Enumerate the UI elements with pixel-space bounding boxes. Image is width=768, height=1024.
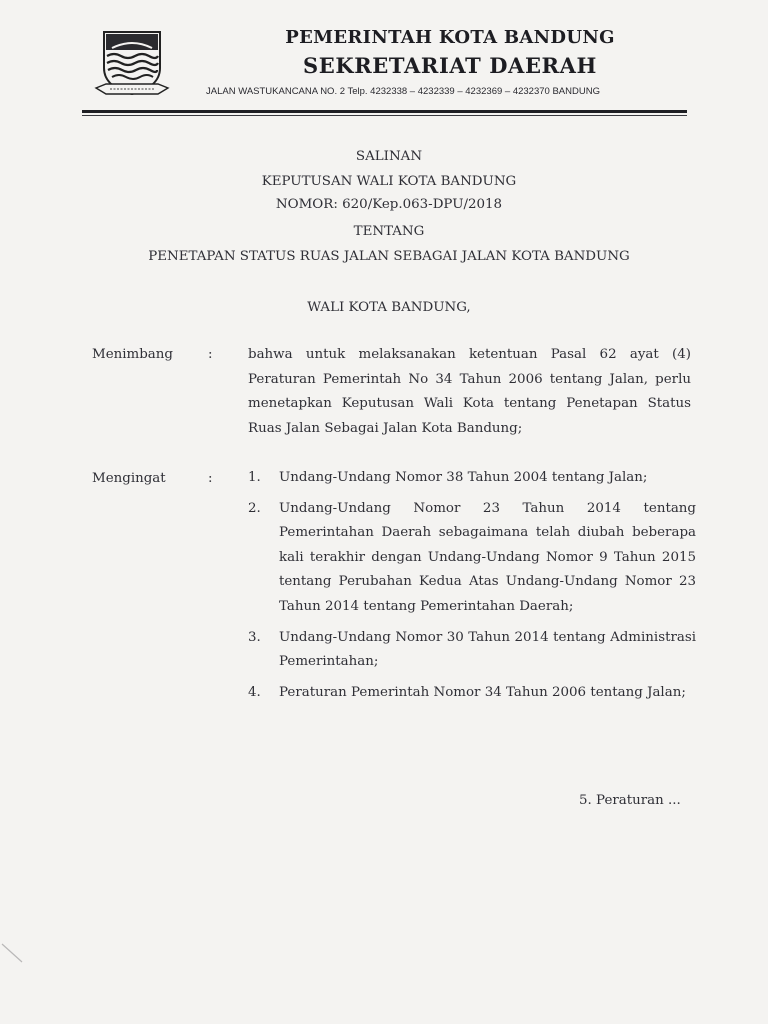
- list-item-number: 3.: [248, 629, 261, 645]
- menimbang-text: bahwa untuk melaksanakan ketentuan Pasal 62 ayat (4) Peraturan Pemerintah No 34 Tahun 2006 tentang Jalan, perlu menetapkan Keputusan Wali Kota tentang Penetapan Status Ruas Jalan Sebagai Jalan Kota Bandung;: [248, 347, 691, 436]
- letterhead-divider-thin: [82, 115, 687, 116]
- list-item-text: Undang-Undang Nomor 38 Tahun 2004 tentang Jalan;: [279, 470, 648, 485]
- list-item: [248, 626, 696, 675]
- mengingat-list: [248, 466, 696, 711]
- list-item: [248, 497, 696, 620]
- list-item-number: 2.: [248, 500, 261, 516]
- letterhead-title-government: PEMERINTAH KOTA BANDUNG: [285, 27, 615, 48]
- letterhead-divider-thick: [82, 110, 687, 113]
- letterhead-title-secretariat: SEKRETARIAT DAERAH: [303, 53, 597, 78]
- decree-subject: PENETAPAN STATUS RUAS JALAN SEBAGAI JALAN KOTA BANDUNG: [148, 249, 630, 264]
- decree-title: KEPUTUSAN WALI KOTA BANDUNG: [261, 174, 517, 189]
- mengingat-label: Mengingat: [92, 471, 166, 486]
- decree-number: NOMOR: 620/Kep.063-DPU/2018: [275, 197, 503, 212]
- mengingat-colon: :: [208, 471, 213, 486]
- scan-artifact-icon: [0, 940, 28, 970]
- list-item-number: 4.: [248, 684, 261, 700]
- copy-label: SALINAN: [355, 149, 423, 164]
- list-item-text: Peraturan Pemerintah Nomor 34 Tahun 2006 tentang Jalan;: [279, 684, 686, 700]
- letterhead-address: JALAN WASTUKANCANA NO. 2 Telp. 4232338 – 4232339 – 4232369 – 4232370 BANDUNG: [206, 86, 600, 97]
- about-label: TENTANG: [353, 224, 425, 239]
- bandung-coat-of-arms-icon: [92, 28, 172, 100]
- menimbang-label: Menimbang: [92, 347, 173, 362]
- list-item-number: 1.: [248, 470, 261, 485]
- list-item-text: Undang-Undang Nomor 23 Tahun 2014 tentang Pemerintahan Daerah sebagaimana telah diubah beberapa kali terakhir dengan Undang-Undang Nomor 9 Tahun 2015 tentang Perubahan Kedua Atas Undang-Undang Nomor 23 Tahun 2014 tentang Pemerintahan Daerah;: [279, 500, 696, 614]
- list-item: [248, 681, 696, 706]
- list-item: [248, 466, 696, 491]
- list-item-text: Undang-Undang Nomor 30 Tahun 2014 tentang Administrasi Pemerintahan;: [279, 629, 696, 670]
- continuation-marker: 5. Peraturan ...: [579, 793, 681, 808]
- menimbang-colon: :: [208, 347, 213, 362]
- issuer-line: WALI KOTA BANDUNG,: [307, 300, 471, 315]
